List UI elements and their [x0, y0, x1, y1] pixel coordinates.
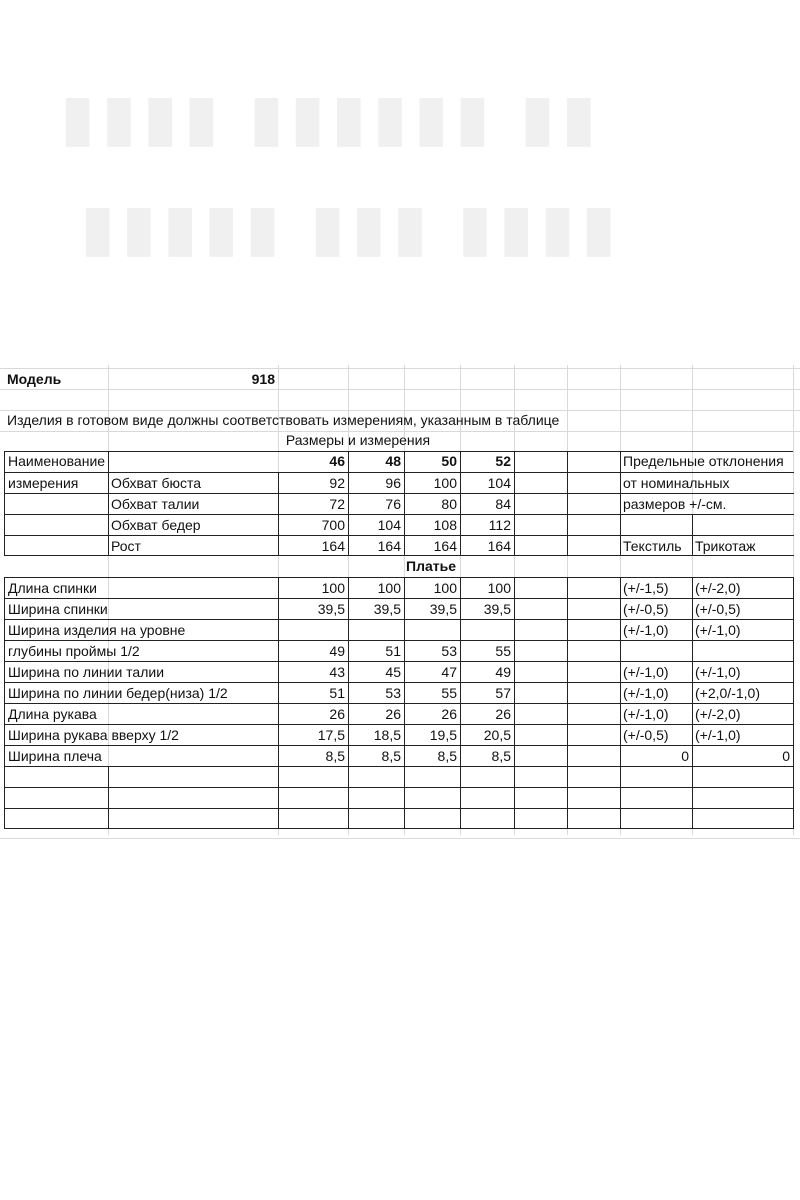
- empty-cell: [620, 808, 693, 829]
- tolerance-textile: (+/-1,0): [620, 682, 693, 703]
- deviation-line3: размеров +/-см.: [620, 493, 794, 514]
- empty-cell: [404, 787, 461, 808]
- empty-cell: [460, 787, 515, 808]
- garment-measure-value: 43: [278, 661, 349, 682]
- garment-measure-name: Ширина изделия на уровне: [4, 619, 279, 640]
- empty-cell: [567, 577, 621, 598]
- tolerance-textile: (+/-1,0): [620, 661, 693, 682]
- empty-cell: [278, 766, 349, 787]
- empty-cell: [108, 787, 279, 808]
- tolerance-knit: 0: [692, 745, 794, 766]
- measurement-value: 76: [348, 493, 405, 514]
- empty-cell: [278, 787, 349, 808]
- garment-measure-value: 39,5: [348, 598, 405, 619]
- garment-measure-value: [348, 619, 405, 640]
- empty-cell: [514, 535, 568, 556]
- tolerance-knit: (+/-2,0): [692, 703, 794, 724]
- empty-cell: [567, 745, 621, 766]
- garment-measure-value: 19,5: [404, 724, 461, 745]
- empty-cell: [514, 640, 568, 661]
- sizes-title: Размеры и измерения: [285, 432, 431, 448]
- garment-measure-value: 55: [460, 640, 515, 661]
- measurement-value: 84: [460, 493, 515, 514]
- measurement-value: 164: [404, 535, 461, 556]
- name-cell-empty: [4, 535, 109, 556]
- empty-cell: [567, 703, 621, 724]
- garment-measure-value: 8,5: [460, 745, 515, 766]
- garment-measure-value: 20,5: [460, 724, 515, 745]
- measurement-value: 700: [278, 514, 349, 535]
- garment-measure-value: 39,5: [404, 598, 461, 619]
- empty-cell: [514, 808, 568, 829]
- empty-cell: [567, 787, 621, 808]
- garment-measure-value: 8,5: [348, 745, 405, 766]
- header-knit: Трикотаж: [692, 535, 794, 556]
- garment-measure-value: 100: [460, 577, 515, 598]
- empty-cell: [514, 745, 568, 766]
- garment-measure-value: 18,5: [348, 724, 405, 745]
- tolerance-knit: (+/-0,5): [692, 598, 794, 619]
- header-size-52: 52: [460, 451, 515, 472]
- empty-cell: [404, 766, 461, 787]
- empty-cell: [514, 766, 568, 787]
- empty-cell: [278, 808, 349, 829]
- empty-cell: [620, 766, 693, 787]
- empty-cell: [4, 766, 109, 787]
- empty-cell: [514, 598, 568, 619]
- empty-cell: [514, 724, 568, 745]
- tolerance-textile: (+/-1,0): [620, 703, 693, 724]
- garment-measure-name: Ширина по линии талии: [4, 661, 279, 682]
- garment-measure-value: 39,5: [460, 598, 515, 619]
- empty-cell: [620, 514, 693, 535]
- empty-cell: [567, 598, 621, 619]
- garment-measure-value: 47: [404, 661, 461, 682]
- garment-measure-value: 49: [460, 661, 515, 682]
- empty-cell: [4, 787, 109, 808]
- empty-cell: [514, 493, 568, 514]
- empty-cell: [348, 808, 405, 829]
- section-title: Платье: [406, 558, 456, 574]
- requirement-note: Изделия в готовом виде должны соответствовать измерениям, указанным в таблице: [7, 412, 560, 428]
- name-cell-empty: [4, 493, 109, 514]
- empty-cell: [514, 514, 568, 535]
- empty-cell: [348, 787, 405, 808]
- tolerance-knit: (+/-2,0): [692, 577, 794, 598]
- measurement-name: Рост: [108, 535, 279, 556]
- empty-cell: [567, 493, 621, 514]
- empty-cell: [514, 472, 568, 493]
- garment-measure-value: 17,5: [278, 724, 349, 745]
- header-name-line1: Наименование: [4, 451, 109, 472]
- empty-cell: [567, 682, 621, 703]
- garment-measure-value: 39,5: [278, 598, 349, 619]
- empty-cell: [567, 514, 621, 535]
- garment-measure-value: 26: [278, 703, 349, 724]
- empty-cell: [567, 619, 621, 640]
- tolerance-knit: (+2,0/-1,0): [692, 682, 794, 703]
- empty-cell: [692, 766, 794, 787]
- empty-cell: [514, 661, 568, 682]
- garment-measure-value: 57: [460, 682, 515, 703]
- garment-measure-value: 51: [278, 682, 349, 703]
- empty-cell: [514, 787, 568, 808]
- garment-measure-value: 45: [348, 661, 405, 682]
- empty-cell: [567, 766, 621, 787]
- measurement-value: 80: [404, 493, 461, 514]
- garment-measure-value: 100: [348, 577, 405, 598]
- empty-cell: [620, 787, 693, 808]
- garment-measure-value: 53: [348, 682, 405, 703]
- tolerance-knit: (+/-1,0): [692, 661, 794, 682]
- header-textile: Текстиль: [620, 535, 693, 556]
- measurement-value: 104: [460, 472, 515, 493]
- empty-cell: [108, 808, 279, 829]
- empty-cell: [460, 808, 515, 829]
- tolerance-textile: 0: [620, 745, 693, 766]
- header-size-48: 48: [348, 451, 405, 472]
- watermark-ghost: ▮▮▮▮ ▮▮▮▮▮▮ ▮▮: [60, 81, 603, 153]
- garment-measure-value: 51: [348, 640, 405, 661]
- garment-measure-value: [278, 619, 349, 640]
- tolerance-textile: (+/-0,5): [620, 724, 693, 745]
- empty-cell: [567, 661, 621, 682]
- watermark-ghost: ▮▮▮▮▮ ▮▮▮ ▮▮▮▮: [80, 191, 623, 263]
- measurement-value: 112: [460, 514, 515, 535]
- empty-cell: [348, 766, 405, 787]
- empty-cell: [108, 766, 279, 787]
- header-size-50: 50: [404, 451, 461, 472]
- empty-cell: [567, 472, 621, 493]
- measurement-name: Обхват бюста: [108, 472, 279, 493]
- model-number: 918: [251, 371, 275, 387]
- empty-cell: [514, 619, 568, 640]
- garment-measure-name: Ширина спинки: [4, 598, 279, 619]
- tolerance-knit: (+/-1,0): [692, 619, 794, 640]
- empty-cell: [692, 514, 794, 535]
- garment-measure-name: Ширина по линии бедер(низа) 1/2: [4, 682, 279, 703]
- measurement-value: 72: [278, 493, 349, 514]
- garment-measure-value: 26: [460, 703, 515, 724]
- header-size-46: 46: [278, 451, 349, 472]
- empty-cell: [460, 766, 515, 787]
- garment-measure-value: 53: [404, 640, 461, 661]
- model-label: Модель: [7, 371, 62, 387]
- empty-cell: [692, 808, 794, 829]
- garment-measure-value: 55: [404, 682, 461, 703]
- measurement-value: 164: [278, 535, 349, 556]
- garment-measure-name: глубины проймы 1/2: [4, 640, 279, 661]
- measurement-value: 108: [404, 514, 461, 535]
- measurement-name: Обхват бедер: [108, 514, 279, 535]
- garment-measure-value: 26: [348, 703, 405, 724]
- garment-measure-value: [404, 619, 461, 640]
- measurement-value: 100: [404, 472, 461, 493]
- measurement-value: 164: [460, 535, 515, 556]
- garment-measure-name: Длина рукава: [4, 703, 279, 724]
- garment-measure-name: Длина спинки: [4, 577, 279, 598]
- garment-measure-value: 100: [278, 577, 349, 598]
- measurement-value: 104: [348, 514, 405, 535]
- tolerance-knit: [692, 640, 794, 661]
- header-name-line2: измерения: [4, 472, 109, 493]
- garment-measure-name: Ширина рукава вверху 1/2: [4, 724, 279, 745]
- garment-measure-value: 49: [278, 640, 349, 661]
- tolerance-textile: [620, 640, 693, 661]
- measurement-value: 164: [348, 535, 405, 556]
- tolerance-textile: (+/-0,5): [620, 598, 693, 619]
- measurement-value: 92: [278, 472, 349, 493]
- empty-cell: [567, 808, 621, 829]
- tolerance-textile: (+/-1,0): [620, 619, 693, 640]
- empty-cell: [4, 808, 109, 829]
- garment-measure-value: [460, 619, 515, 640]
- deviation-line1: Предельные отклонения: [623, 453, 784, 469]
- empty-cell: [514, 577, 568, 598]
- garment-measure-value: 100: [404, 577, 461, 598]
- empty-cell: [514, 682, 568, 703]
- empty-cell: [567, 640, 621, 661]
- name-cell-empty: [4, 514, 109, 535]
- empty-cell: [404, 808, 461, 829]
- garment-measure-value: 8,5: [404, 745, 461, 766]
- tolerance-textile: (+/-1,5): [620, 577, 693, 598]
- empty-cell: [514, 703, 568, 724]
- garment-measure-value: 26: [404, 703, 461, 724]
- garment-measure-name: Ширина плеча: [4, 745, 279, 766]
- garment-measure-value: 8,5: [278, 745, 349, 766]
- empty-cell: [567, 724, 621, 745]
- deviation-line2: от номинальных: [620, 472, 794, 493]
- measurement-value: 96: [348, 472, 405, 493]
- empty-cell: [567, 535, 621, 556]
- measurement-name: Обхват талии: [108, 493, 279, 514]
- empty-cell: [692, 787, 794, 808]
- tolerance-knit: (+/-1,0): [692, 724, 794, 745]
